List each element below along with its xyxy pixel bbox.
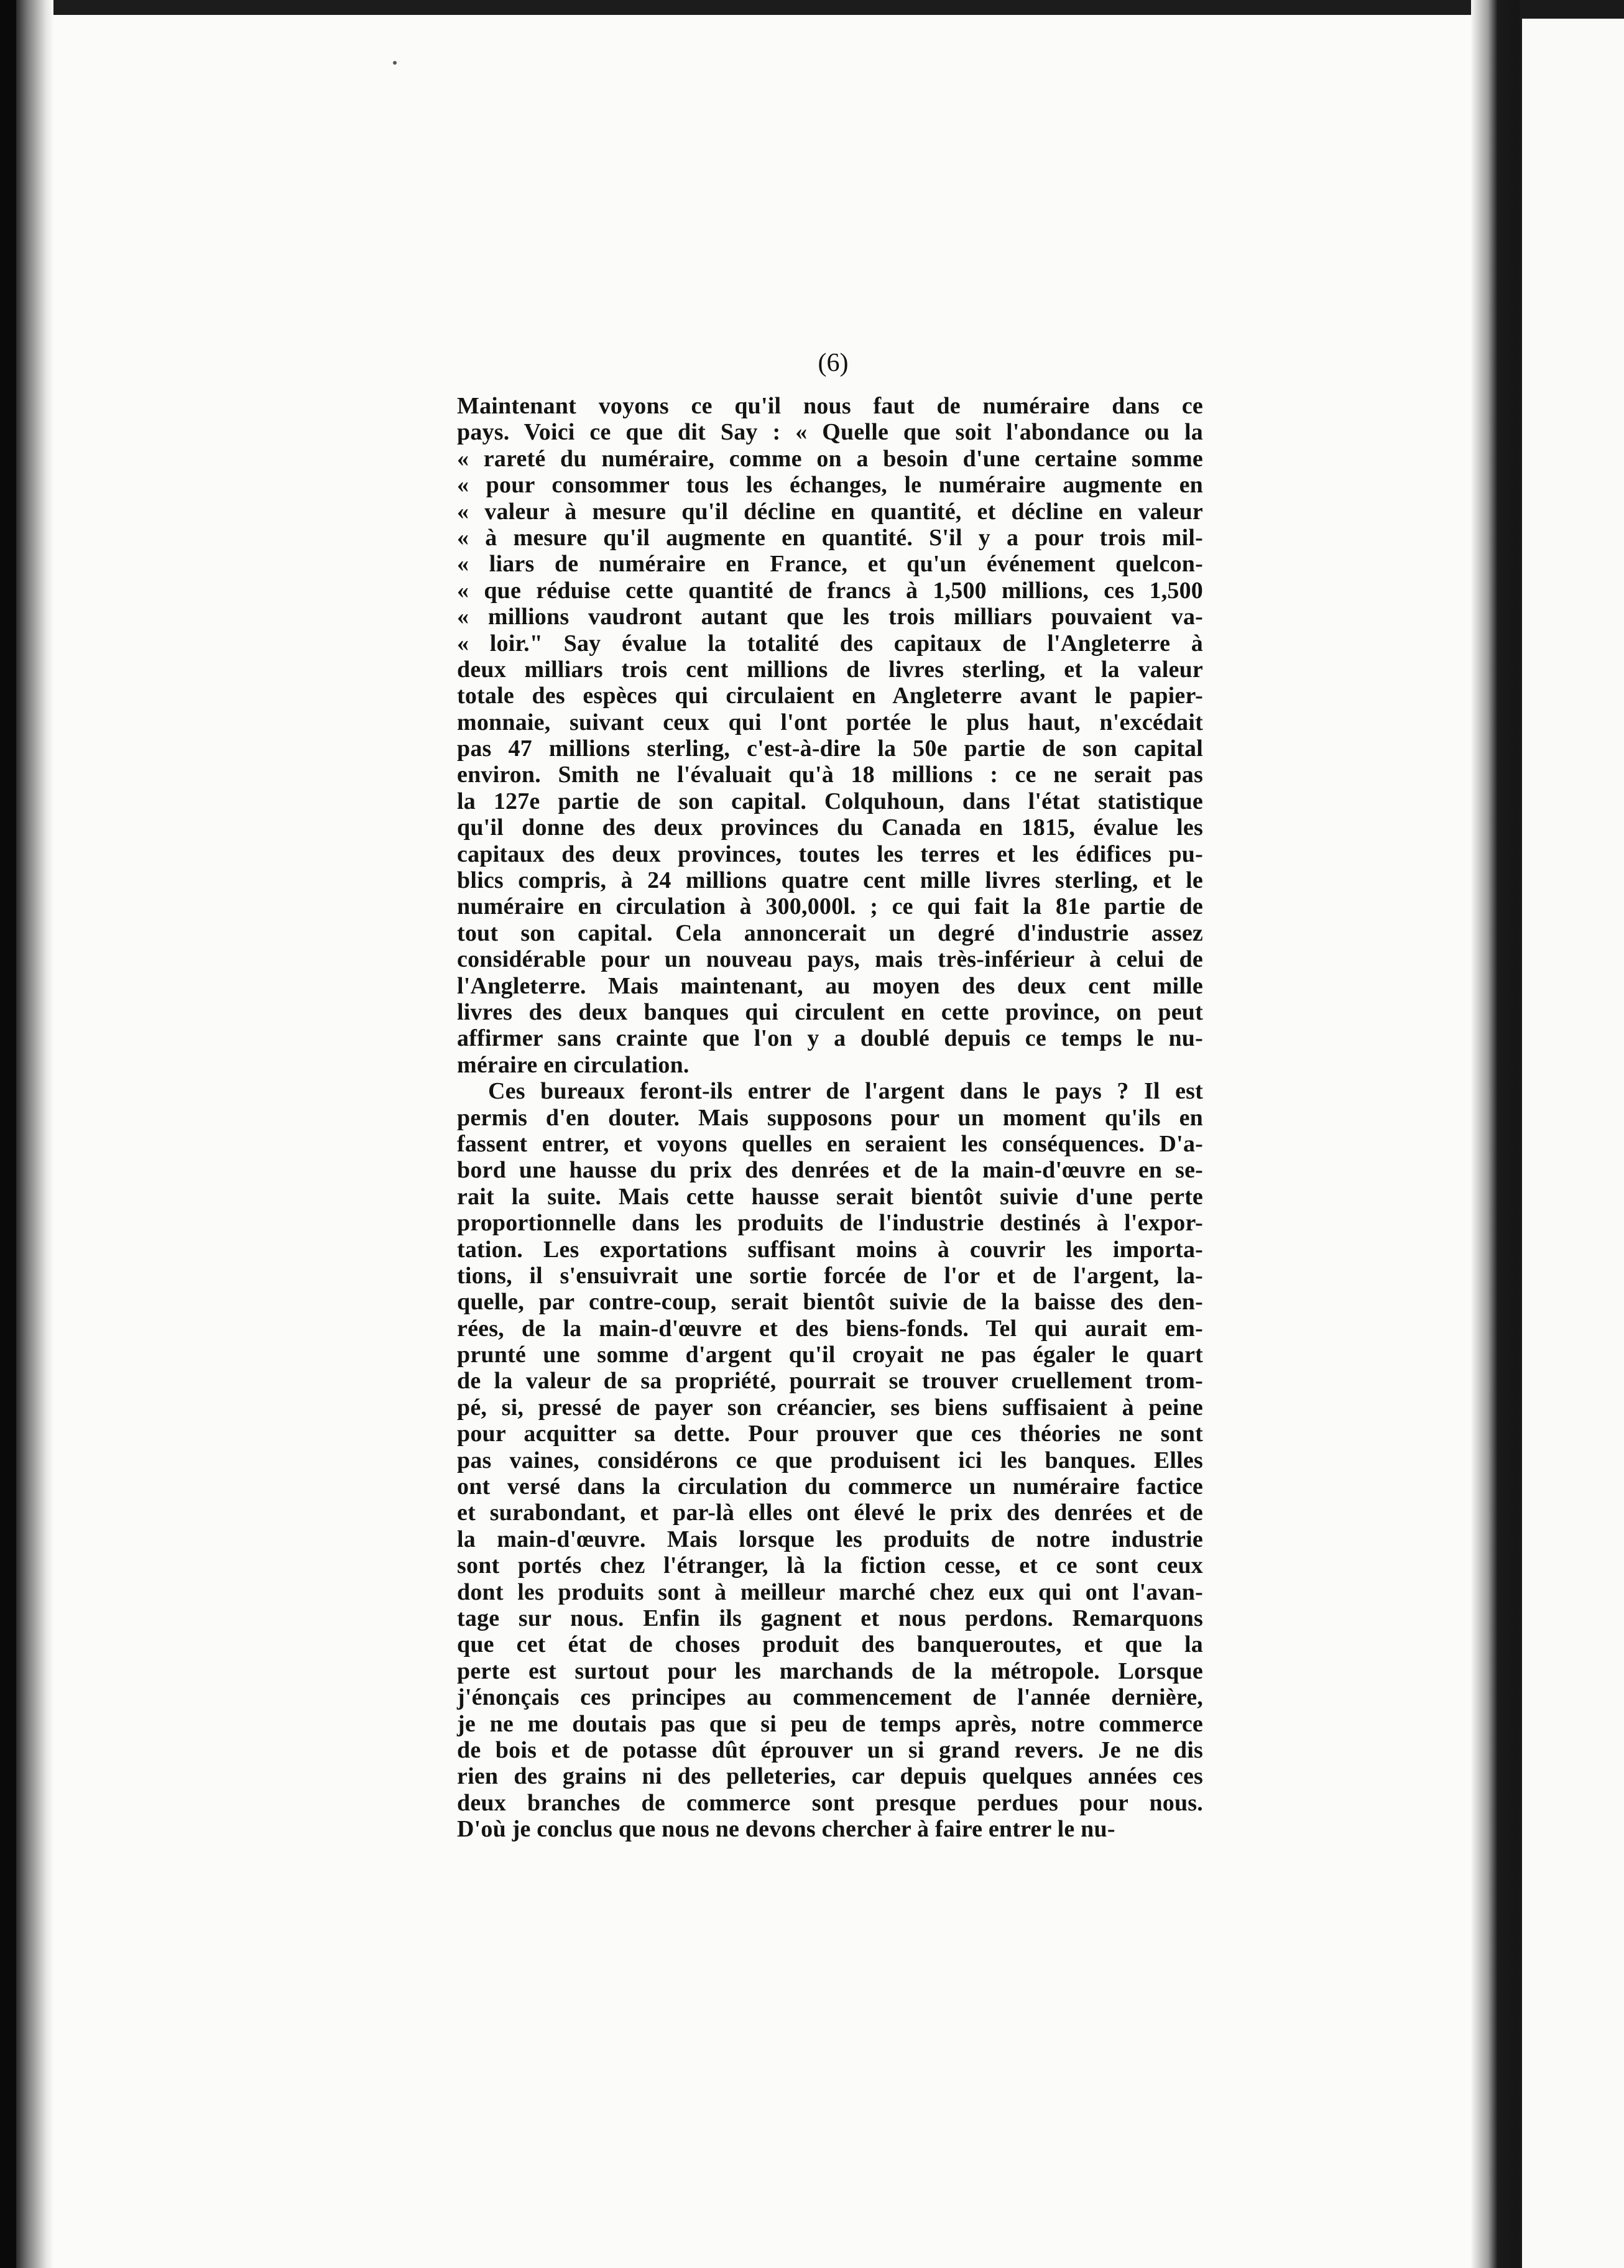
text-line: D'où je conclus que nous ne devons chercher à faire entrer le nu-: [457, 1816, 1115, 1843]
adjacent-page-edge: [1520, 0, 1624, 2268]
text-line: bord une hausse du prix des denrées et de la main-d'œuvre en se-: [457, 1157, 1203, 1184]
text-line: totale des espèces qui circulaient en Angleterre avant le papier-: [457, 683, 1203, 709]
text-line: quelle, par contre-coup, serait bientôt suivie de la baisse des den-: [457, 1289, 1203, 1316]
text-line: deux branches de commerce sont presque perdues pour nous.: [457, 1789, 1203, 1816]
text-line: blics compris, à 24 millions quatre cent mille livres sterling, et le: [457, 867, 1203, 894]
text-line: « à mesure qu'il augmente en quantité. S'il y a pour trois mil-: [457, 524, 1203, 551]
text-line: proportionnelle dans les produits de l'industrie destinés à l'expor-: [457, 1210, 1203, 1237]
text-line: « millions vaudront autant que les trois milliars pouvaient va-: [457, 604, 1203, 630]
book-gutter: [1471, 0, 1520, 2268]
adjacent-page-top-border: [1520, 0, 1624, 19]
text-line: permis d'en douter. Mais supposons pour un moment qu'ils en: [457, 1104, 1203, 1131]
page-edge-shadow: [16, 0, 53, 2268]
text-line: « que réduise cette quantité de francs à 1,500 millions, ces 1,500: [457, 577, 1203, 604]
text-line: rait la suite. Mais cette hausse serait bientôt suivie d'une perte: [457, 1183, 1203, 1210]
text-line: je ne me doutais pas que si peu de temps après, notre commerce: [457, 1710, 1203, 1737]
text-line: monnaie, suivant ceux qui l'ont portée le plus haut, n'excédait: [457, 709, 1203, 735]
scan-border-top: [16, 0, 1471, 15]
text-line: l'Angleterre. Mais maintenant, au moyen des deux cent mille: [457, 972, 1203, 999]
text-line: numéraire en circulation à 300,000l. ; ce qui fait la 81e partie de: [457, 893, 1203, 920]
body-text: [457, 393, 1203, 1842]
text-line: tage sur nous. Enfin ils gagnent et nous perdons. Remarquons: [457, 1605, 1203, 1631]
text-line: affirmer sans crainte que l'on y a doublé depuis ce temps le nu-: [457, 1025, 1203, 1052]
text-line: perte est surtout pour les marchands de la métropole. Lorsque: [457, 1657, 1203, 1684]
text-line: Maintenant voyons ce qu'il nous faut de numéraire dans ce: [457, 393, 1203, 419]
text-line: « loir." Say évalue la totalité des capitaux de l'Angleterre à: [457, 630, 1203, 657]
text-line: « valeur à mesure qu'il décline en quantité, et décline en valeur: [457, 498, 1203, 525]
text-line: méraire en circulation.: [457, 1051, 690, 1078]
text-line: Ces bureaux feront-ils entrer de l'argent dans le pays ? Il est: [488, 1078, 1203, 1105]
text-line: deux milliars trois cent millions de livres sterling, et la valeur: [457, 656, 1203, 683]
text-line: et surabondant, et par-là elles ont élevé le prix des denrées et de: [457, 1500, 1203, 1526]
text-line: pas 47 millions sterling, c'est-à-dire la 50e partie de son capital: [457, 735, 1203, 762]
text-line: pé, si, pressé de payer son créancier, ses biens suffisaient à peine: [457, 1394, 1203, 1421]
text-line: capitaux des deux provinces, toutes les terres et les édifices pu-: [457, 841, 1203, 867]
text-line: fassent entrer, et voyons quelles en seraient les conséquences. D'a-: [457, 1130, 1203, 1157]
text-line: de bois et de potasse dût éprouver un si grand revers. Je ne dis: [457, 1736, 1203, 1763]
text-line: considérable pour un nouveau pays, mais très-inférieur à celui de: [457, 946, 1203, 973]
text-line: tout son capital. Cela annoncerait un degré d'industrie assez: [457, 920, 1203, 946]
text-line: « liars de numéraire en France, et qu'un événement quelcon-: [457, 551, 1203, 578]
text-line: tation. Les exportations suffisant moins à couvrir les importa-: [457, 1236, 1203, 1263]
text-line: dont les produits sont à meilleur marché chez eux qui ont l'avan-: [457, 1579, 1203, 1605]
page-number: (6): [818, 349, 849, 377]
text-line: tions, il s'ensuivrait une sortie forcée de l'or et de l'argent, la-: [457, 1262, 1203, 1289]
text-line: de la valeur de sa propriété, pourrait se trouver cruellement trom-: [457, 1368, 1203, 1394]
text-line: qu'il donne des deux provinces du Canada en 1815, évalue les: [457, 814, 1203, 841]
text-line: rées, de la main-d'œuvre et des biens-fonds. Tel qui aurait em-: [457, 1315, 1203, 1342]
text-line: la 127e partie de son capital. Colquhoun, dans l'état statistique: [457, 788, 1203, 814]
text-line: « rareté du numéraire, comme on a besoin d'une certaine somme: [457, 445, 1203, 472]
text-line: que cet état de choses produit des banqueroutes, et que la: [457, 1631, 1203, 1658]
text-line: « pour consommer tous les échanges, le numéraire augmente en: [457, 472, 1203, 499]
text-line: environ. Smith ne l'évaluait qu'à 18 millions : ce ne serait pas: [457, 762, 1203, 788]
text-line: pas vaines, considérons ce que produisent ici les banques. Elles: [457, 1447, 1203, 1473]
text-line: ont versé dans la circulation du commerce un numéraire factice: [457, 1473, 1203, 1500]
text-line: sont portés chez l'étranger, là la fiction cesse, et ce sont ceux: [457, 1552, 1203, 1579]
text-line: rien des grains ni des pelleteries, car depuis quelques années ces: [457, 1763, 1203, 1790]
text-line: livres des deux banques qui circulent en cette province, on peut: [457, 998, 1203, 1025]
text-line: j'énonçais ces principes au commencement de l'année dernière,: [457, 1684, 1203, 1711]
text-line: la main-d'œuvre. Mais lorsque les produits de notre industrie: [457, 1526, 1203, 1552]
text-line: prunté une somme d'argent qu'il croyait ne pas égaler le quart: [457, 1342, 1203, 1368]
scan-border-left: [0, 0, 16, 2268]
text-line: pays. Voici ce que dit Say : « Quelle que soit l'abondance ou la: [457, 419, 1203, 446]
print-speck: [393, 61, 397, 65]
text-line: pour acquitter sa dette. Pour prouver que ces théories ne sont: [457, 1421, 1203, 1447]
